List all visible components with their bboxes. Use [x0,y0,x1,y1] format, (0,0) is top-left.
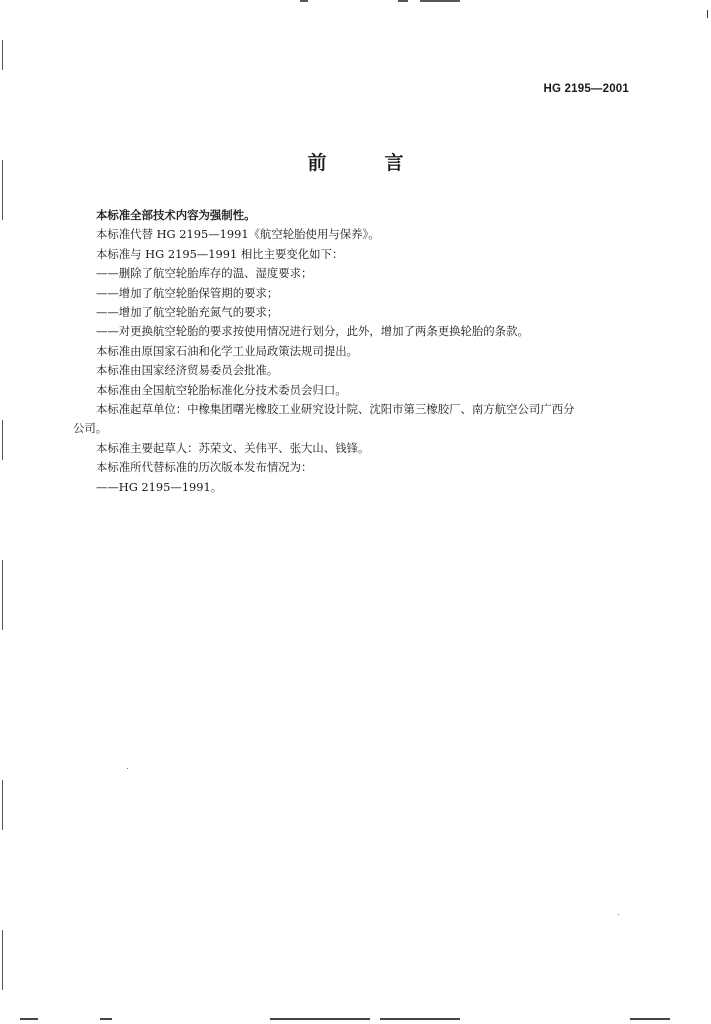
standard-code: HG 2195—2001 [543,83,629,95]
title-char-1: 前 [307,152,327,174]
paragraph-drafters: 本标准主要起草人：苏荣文、关伟平、张大山、钱锋。 [96,440,370,455]
scan-bottom-edge [0,1018,711,1022]
paragraph-approved-by: 本标准由国家经济贸易委员会批准。 [96,363,279,378]
scan-speck [618,914,619,915]
foreword-body [73,206,656,497]
page-title [0,148,711,175]
paragraph-changes-intro: 本标准与 HG 2195—1991 相比主要变化如下： [96,246,344,261]
change-item-2: ——增加了航空轮胎保管期的要求； [96,285,279,300]
paragraph-drafting-units: 本标准起草单位：中橡集团曙光橡胶工业研究设计院、沈阳市第三橡胶厂、南方航空公司广西分 [96,402,575,417]
paragraph-history-intro: 本标准所代替标准的历次版本发布情况为： [96,460,313,475]
paragraph-replaces: 本标准代替 HG 2195—1991《航空轮胎使用与保养》。 [96,227,380,242]
paragraph-mandatory: 本标准全部技术内容为强制性。 [96,208,256,222]
paragraph-centralized-by: 本标准由全国航空轮胎标准化分技术委员会归口。 [96,382,347,397]
change-item-4: ——对更换航空轮胎的要求按使用情况进行划分，此外，增加了两条更换轮胎的条款。 [96,324,529,339]
title-char-2: 言 [384,152,404,174]
scan-top-edge [0,0,711,3]
history-item-1: ——HG 2195—1991。 [96,479,223,494]
paragraph-proposed-by: 本标准由原国家石油和化学工业局政策法规司提出。 [96,343,358,358]
scan-speck [127,768,128,769]
change-item-1: ——删除了航空轮胎库存的温、湿度要求； [96,266,313,281]
change-item-3: ——增加了航空轮胎充氮气的要求； [96,305,279,320]
scan-right-edge [707,10,708,18]
paragraph-drafting-units-cont: 公司。 [73,421,108,436]
